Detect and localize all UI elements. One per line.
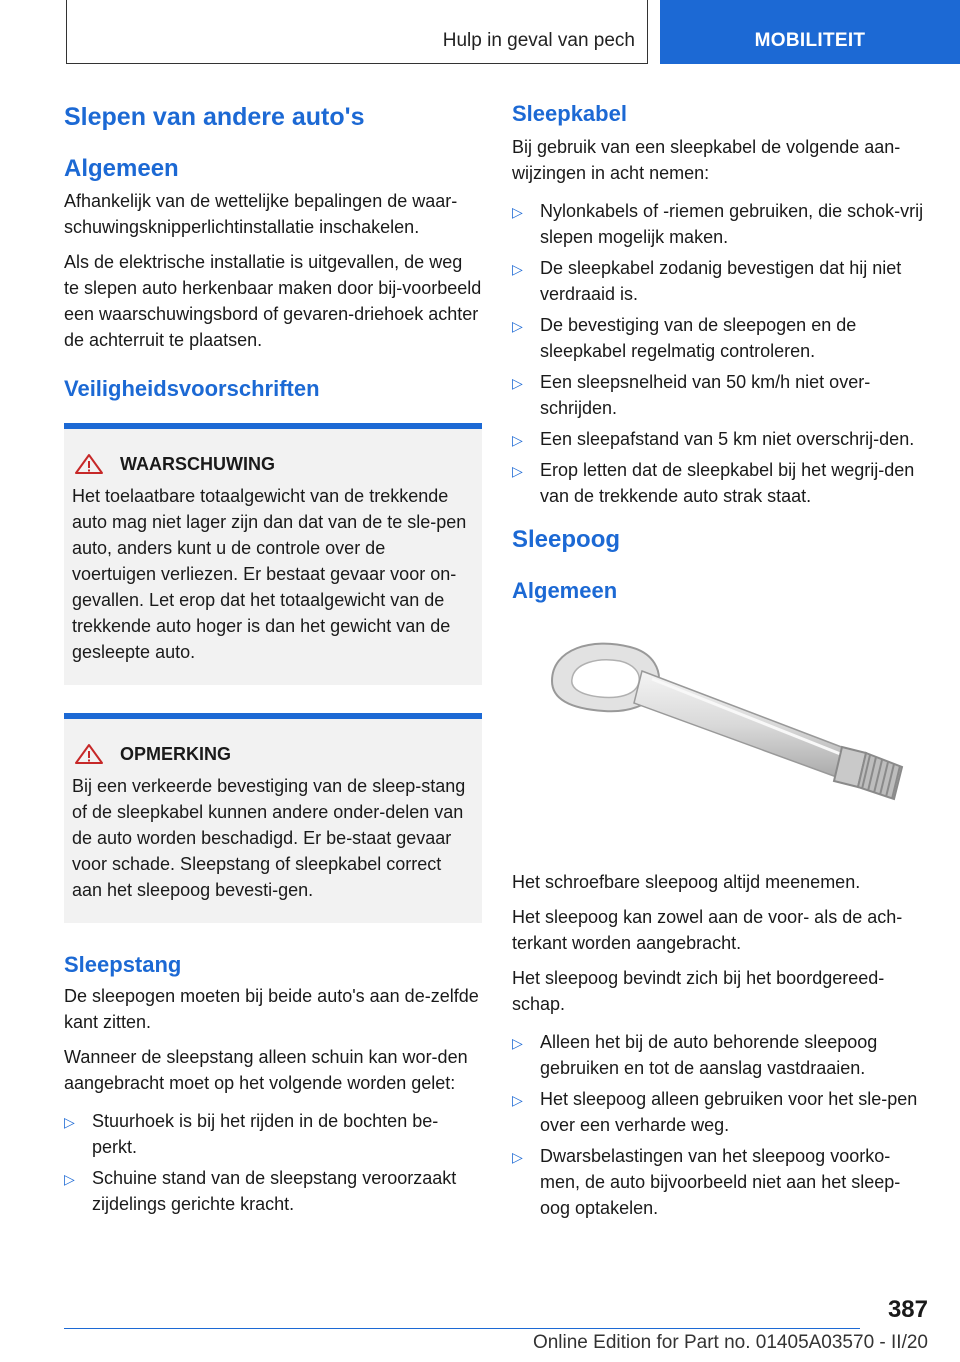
- general-paragraph-1: Afhankelijk van de wettelijke bepalingen de waar-schuwingsknipperlichtinstallatie inschakelen.: [64, 191, 458, 237]
- towbar-paragraph-2: Wanneer de sleepstang alleen schuin kan wor-den aangebracht moet op het volgende worden gelet:: [64, 1047, 468, 1093]
- tow-eye-image: [512, 621, 928, 861]
- warning-triangle-icon: [74, 743, 104, 765]
- page-number: 387: [887, 1296, 928, 1323]
- eye-paragraph-1: Het schroefbare sleepoog altijd meenemen.: [512, 872, 861, 892]
- list-item: ▷ Erop letten dat de sleepkabel bij het wegrij-den van de trekkende auto strak staat.: [512, 460, 915, 506]
- safety-heading: Veiligheidsvoorschriften: [64, 376, 320, 401]
- warning-title: WAARSCHUWING: [120, 454, 275, 474]
- cable-heading: Sleepkabel: [512, 101, 627, 126]
- list-item: ▷ De sleepkabel zodanig bevestigen dat hij niet verdraaid is.: [512, 258, 902, 304]
- list-item: ▷ De bevestiging van de sleepogen en de sleepkabel regelmatig controleren.: [512, 315, 857, 361]
- footer-divider: [64, 1328, 860, 1329]
- header-chapter-tab: [660, 0, 960, 64]
- bullet-triangle-icon: ▷: [512, 1035, 523, 1051]
- warning-title-row: [72, 451, 474, 477]
- bullet-triangle-icon: ▷: [512, 463, 523, 479]
- eye-paragraph-3: Het sleepoog bevindt zich bij het boordgereed-schap.: [512, 968, 885, 1014]
- cable-list: [512, 198, 928, 509]
- general-heading: Algemeen: [64, 155, 179, 182]
- general-paragraph-2: Als de elektrische installatie is uitgevallen, de weg te slepen auto herkenbaar maken door bij-voorbeeld een waarschuwingsbord of gevaren-driehoek achter de achterruit te plaatsen.: [64, 252, 482, 350]
- bullet-triangle-icon: ▷: [512, 318, 523, 334]
- list-item: ▷ Het sleepoog alleen gebruiken voor het sle-pen over een verharde weg.: [512, 1089, 918, 1135]
- notice-text: Bij een verkeerde bevestiging van de sleep-stang of de sleepkabel kunnen andere onder-delen van de auto worden beschadigd. Er be-staat gevaar voor schade. Sleepstang of sleepkabel correct aan het sleepoog bevesti-gen.: [72, 776, 466, 900]
- list-item: ▷ Een sleepsnelheid van 50 km/h niet over-schrijden.: [512, 372, 871, 418]
- notice-title: OPMERKING: [120, 744, 232, 764]
- cable-paragraph-1: Bij gebruik van een sleepkabel de volgende aan-wijzingen in acht nemen:: [512, 137, 901, 183]
- bullet-triangle-icon: ▷: [64, 1171, 75, 1187]
- bullet-triangle-icon: ▷: [512, 1092, 523, 1108]
- eye-paragraph-2: Het sleepoog kan zowel aan de voor- als de ach-terkant worden aangebracht.: [512, 907, 903, 953]
- bullet-triangle-icon: ▷: [512, 261, 523, 277]
- bullet-triangle-icon: ▷: [512, 1149, 523, 1165]
- towbar-paragraph-1: De sleepogen moeten bij beide auto's aan de-zelfde kant zitten.: [64, 986, 479, 1032]
- notice-title-row: [72, 741, 474, 767]
- bullet-triangle-icon: ▷: [512, 204, 523, 220]
- warning-text: Het toelaatbare totaalgewicht van de trekkende auto mag niet lager zijn dan dat van de te sle-pen auto, anders kunt u de controle over de voertuigen verliezen. Er bestaat gevaar voor on-gevallen. Let erop dat het totaalgewicht van de trekkende auto hoger is dan het gewicht van de gesleepte auto.: [72, 486, 467, 662]
- footer-edition: Online Edition for Part no. 01405A03570 - II/20: [532, 1332, 928, 1353]
- list-item: ▷ Alleen het bij de auto behorende sleepoog gebruiken en tot de aanslag vastdraaien.: [512, 1032, 878, 1078]
- list-item: ▷ Dwarsbelastingen van het sleepoog voorko-men, de auto bijvoorbeeld niet aan het sleep-oog optakelen.: [512, 1146, 901, 1218]
- header-section-title: Hulp in geval van pech: [442, 30, 635, 51]
- list-item: ▷ Een sleepafstand van 5 km niet overschrij-den.: [512, 426, 928, 452]
- list-item: ▷ Schuine stand van de sleepstang veroorzaakt zijdelings gerichte kracht.: [64, 1168, 457, 1214]
- bullet-triangle-icon: ▷: [512, 375, 523, 391]
- bullet-triangle-icon: ▷: [512, 432, 523, 448]
- list-item: ▷ Stuurhoek is bij het rijden in de bochten be-perkt.: [64, 1111, 439, 1157]
- header-chapter-title: MOBILITEIT: [754, 30, 866, 51]
- towbar-list: [64, 1108, 482, 1217]
- eye-general-heading: Algemeen: [512, 578, 618, 603]
- right-column: [512, 100, 928, 1226]
- page-title: Slepen van andere auto's: [64, 103, 365, 131]
- warning-triangle-icon: [74, 453, 104, 475]
- notice-box: [64, 713, 482, 923]
- list-item: ▷ Nylonkabels of -riemen gebruiken, die schok-vrij slepen mogelijk maken.: [512, 201, 924, 247]
- header-section-tab: [66, 0, 648, 64]
- eye-list: [512, 1029, 928, 1221]
- bullet-triangle-icon: ▷: [64, 1114, 75, 1130]
- warning-box: [64, 423, 482, 685]
- towbar-heading: Sleepstang: [64, 952, 182, 977]
- eye-heading: Sleepoog: [512, 526, 621, 553]
- left-column: [64, 100, 482, 1222]
